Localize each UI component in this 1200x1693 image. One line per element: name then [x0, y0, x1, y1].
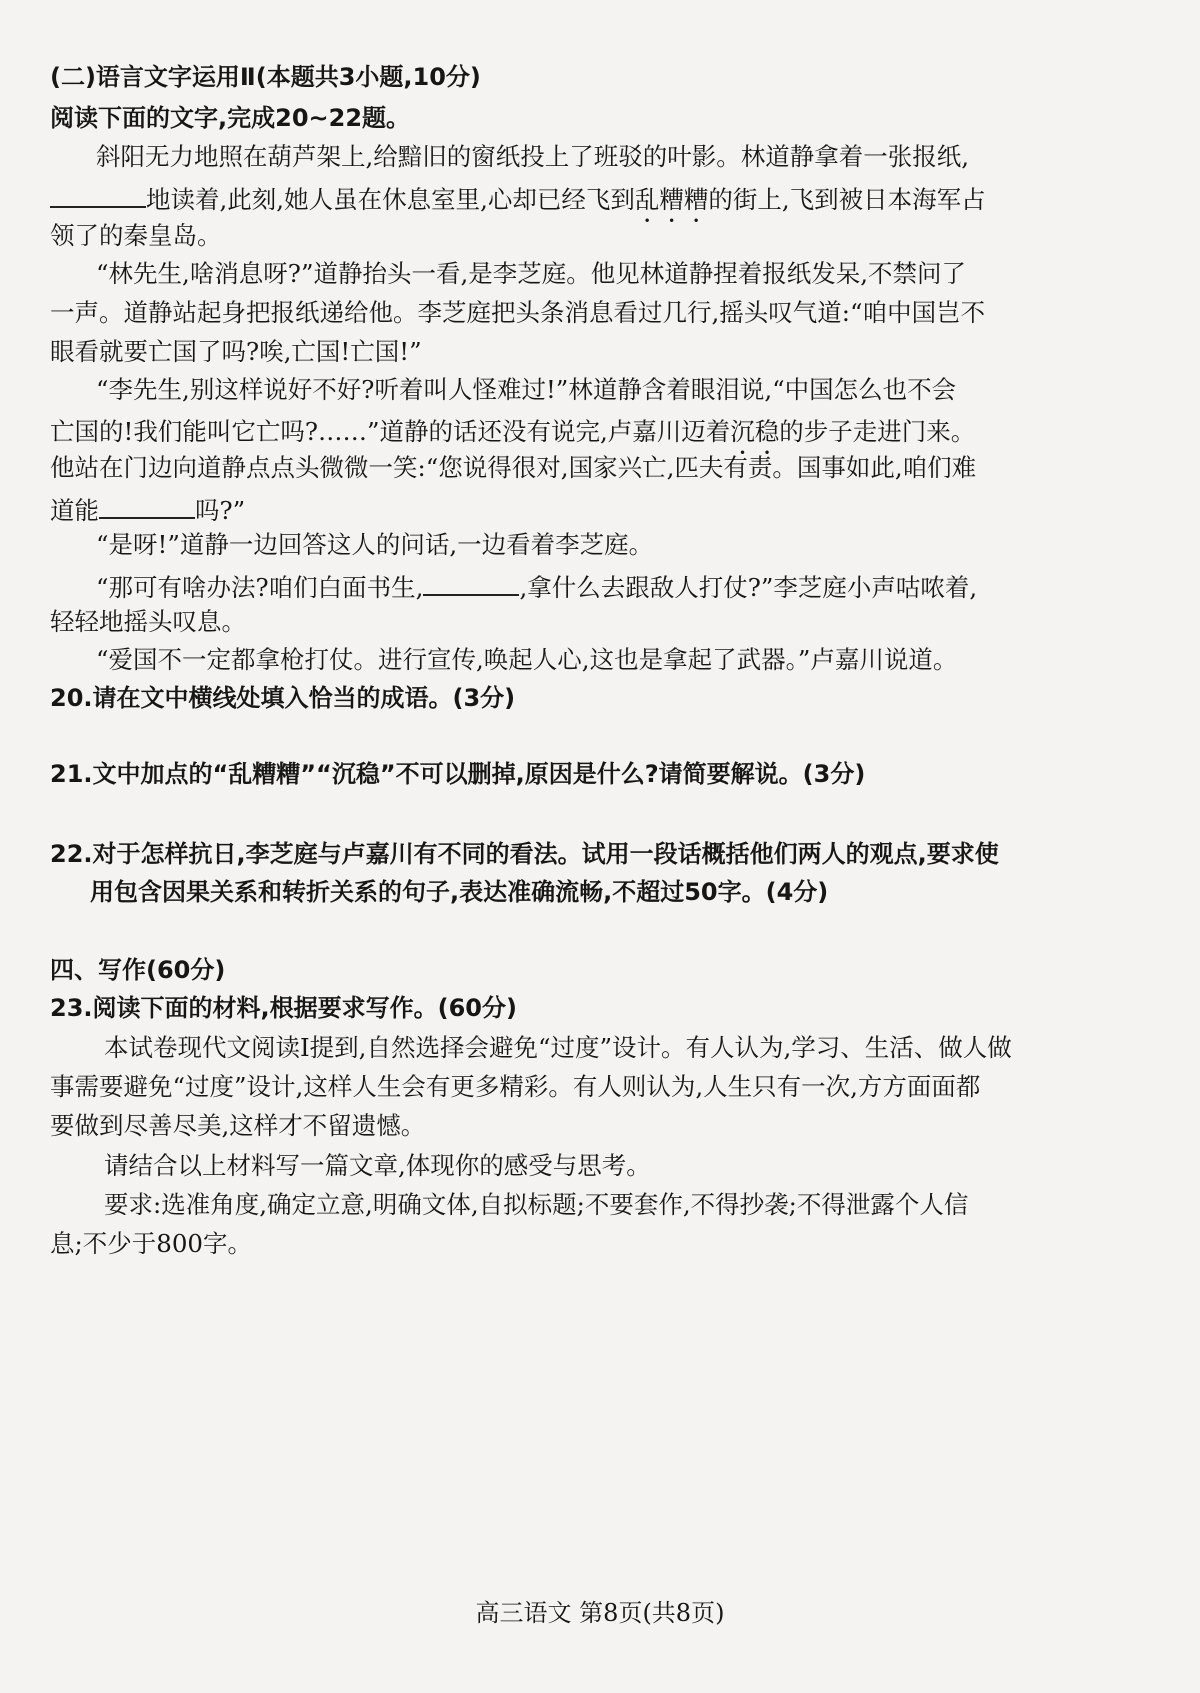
passage-line: “爱国不一定都拿枪打仗。进行宣传,唤起人心,这也是拿起了武器。”卢嘉川说道。 — [96, 645, 958, 674]
question-22-cont: 用包含因果关系和转折关系的句子,表达准确流畅,不超过50字。(4分) — [90, 878, 829, 906]
passage-line: 领了的秦皇岛。 — [50, 221, 222, 250]
passage-line: “是呀!”道静一边回答这人的问话,一边看着李芝庭。 — [96, 530, 654, 559]
passage-line: 道能 吗?” — [50, 496, 246, 525]
answer-blank — [99, 495, 195, 519]
material-line: 本试卷现代文阅读Ⅰ提到,自然选择会避免“过度”设计。有人认为,学习、生活、做人做 — [104, 1033, 1012, 1062]
passage-line: 亡国的!我们能叫它亡吗?……”道静的话还没有说完,卢嘉川迈着沉稳的步子走进门来。 — [50, 417, 976, 446]
material-line: 事需要避免“过度”设计,这样人生会有更多精彩。有人则认为,人生只有一次,方方面面都 — [50, 1072, 981, 1101]
passage-line: 他站在门边向道静点点头微微一笑:“您说得很对,国家兴亡,匹夫有责。国事如此,咱们难 — [50, 453, 977, 482]
passage-line: “李先生,别这样说好不好?听着叫人怪难过!”林道静含着眼泪说,“中国怎么也不会 — [96, 375, 957, 404]
answer-blank — [423, 572, 519, 596]
material-line: 要做到尽善尽美,这样才不留遗憾。 — [50, 1111, 426, 1140]
passage-line: 轻轻地摇头叹息。 — [50, 607, 246, 636]
question-23: 23.阅读下面的材料,根据要求写作。(60分) — [50, 994, 517, 1022]
dotted-word: 沉稳 — [730, 417, 780, 446]
question-20: 20.请在文中横线处填入恰当的成语。(3分) — [50, 684, 516, 712]
passage-line: 一声。道静站起身把报纸递给他。李芝庭把头条消息看过几行,摇头叹气道:“咱中国岂不 — [50, 298, 986, 327]
section-instruction: 阅读下面的文字,完成20~22题。 — [50, 104, 411, 132]
question-22: 22.对于怎样抗日,李芝庭与卢嘉川有不同的看法。试用一段话概括他们两人的观点,要求使 — [50, 840, 999, 868]
writing-requirements: 要求:选准角度,确定立意,明确文体,自拟标题;不要套作,不得抄袭;不得泄露个人信 — [104, 1190, 969, 1219]
page-footer: 高三语文 第8页(共8页) — [475, 1599, 725, 1627]
writing-requirements-cont: 息;不少于800字。 — [50, 1229, 253, 1258]
writing-heading: 四、写作(60分) — [50, 956, 226, 984]
answer-blank — [50, 184, 146, 208]
passage-line: 眼看就要亡国了吗?唉,亡国!亡国!” — [50, 337, 422, 366]
passage-line: 地读着,此刻,她人虽在休息室里,心却已经飞到乱糟糟的街上,飞到被日本海军占 — [50, 184, 986, 228]
passage-line: “那可有啥办法?咱们白面书生, ,拿什么去跟敌人打仗?”李芝庭小声咕哝着, — [96, 573, 978, 602]
passage-line: “林先生,啥消息呀?”道静抬头一看,是李芝庭。他见林道静捏着报纸发呆,不禁问了 — [96, 259, 967, 288]
writing-task: 请结合以上材料写一篇文章,体现你的感受与思考。 — [104, 1151, 651, 1180]
dotted-word: 乱糟糟 — [634, 185, 709, 214]
section-heading: (二)语言文字运用Ⅱ(本题共3小题,10分) — [50, 63, 481, 91]
question-21: 21.文中加点的“乱糟糟”“沉稳”不可以删掉,原因是什么?请简要解说。(3分) — [50, 760, 866, 788]
passage-line: 斜阳无力地照在葫芦架上,给黯旧的窗纸投上了班驳的叶影。林道静拿着一张报纸, — [96, 142, 970, 171]
